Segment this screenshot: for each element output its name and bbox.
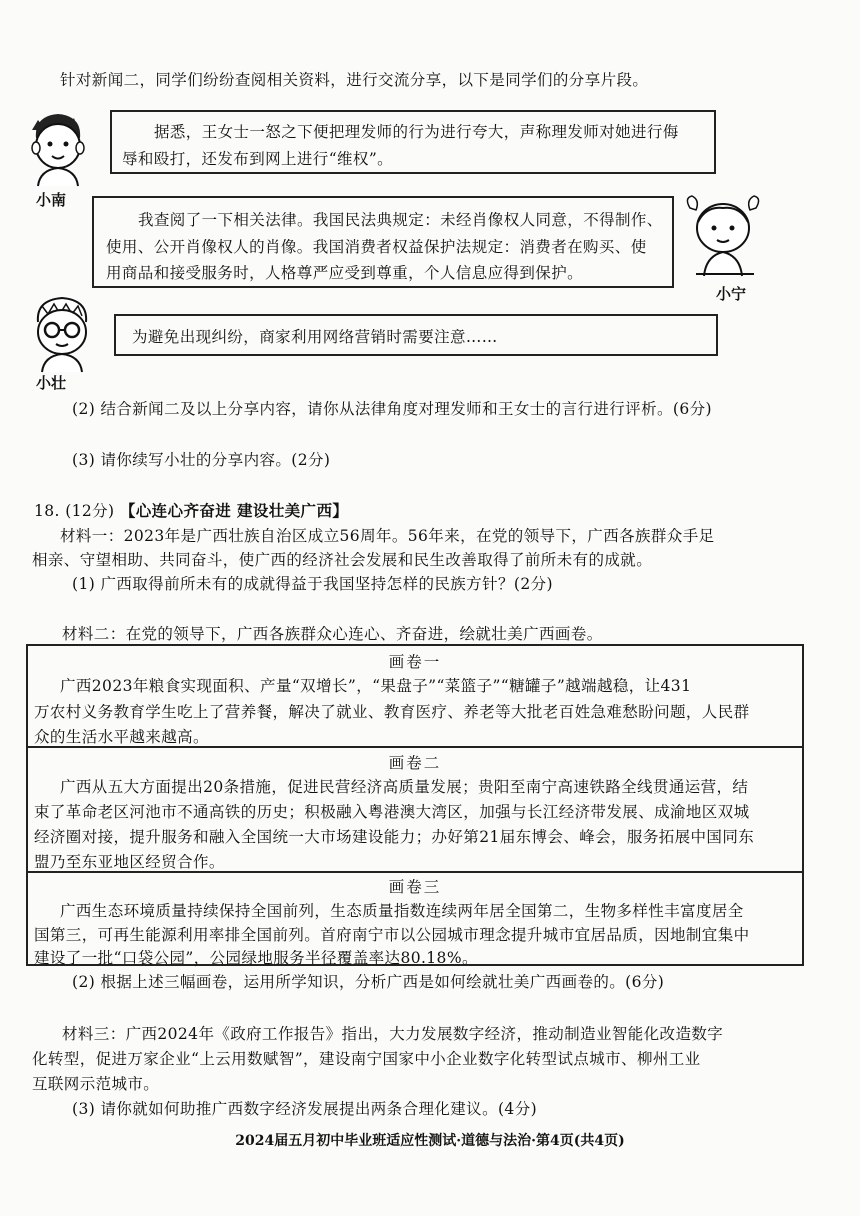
boy-avatar-xiaozhuang xyxy=(22,296,102,374)
scroll-line: 广西2023年粮食实现面积、产量“双增长”，“果盘子”“菜篮子”“糖罐子”越端越稳，让431 xyxy=(60,677,692,695)
speech-line: 辱和殴打，还发布到网上进行“维权”。 xyxy=(122,150,394,168)
speech-box-xiaozhuang xyxy=(114,314,718,356)
name-xiaozhuang: 小壮 xyxy=(36,374,67,392)
q17-3: (3) 请你续写小壮的分享内容。(2分) xyxy=(72,451,331,469)
scroll-line: 广西从五大方面提出20条措施，促进民营经济高质量发展；贵阳至南宁高速铁路全线贯通运营，结 xyxy=(60,778,749,796)
girl-avatar-xiaoning xyxy=(682,194,764,278)
speech-line: 为避免出现纠纷，商家利用网络营销时需要注意…… xyxy=(132,328,498,346)
material3-line: 材料三：广西2024年《政府工作报告》指出，大力发展数字经济，推动制造业智能化改造数字 xyxy=(62,1025,724,1043)
intro-text: 针对新闻二，同学们纷纷查阅相关资料，进行交流分享，以下是同学们的分享片段。 xyxy=(60,71,649,89)
q18-topic: 【心连心齐奋进 建设壮美广西】 xyxy=(119,501,349,520)
q18-3: (3) 请你就如何助推广西数字经济发展提出两条合理化建议。(4分) xyxy=(72,1100,538,1118)
scroll-line: 国第三，可再生能源利用率排全国前列。首府南宁市以公园城市理念提升城市宜居品质，因地制宜集中 xyxy=(34,926,750,944)
material1-line: 相亲、守望相助、共同奋斗，使广西的经济社会发展和民生改善取得了前所未有的成就。 xyxy=(32,551,653,569)
q18-score: (12分) xyxy=(65,502,115,520)
scroll-line: 盟乃至东亚地区经贸合作。 xyxy=(34,853,225,871)
boy-avatar-xiaonan xyxy=(22,108,94,188)
name-xiaoning: 小宁 xyxy=(716,285,747,303)
speech-line: 使用、公开肖像权人的肖像。我国消费者权益保护法规定：消费者在购买、使 xyxy=(106,238,647,256)
material3-line: 化转型，促进万家企业“上云用数赋智”，建设南宁国家中小企业数字化转型试点城市、柳州工业 xyxy=(32,1050,701,1068)
scroll-title: 画卷二 xyxy=(388,754,442,772)
scroll-line: 万农村义务教育学生吃上了营养餐，解决了就业、教育医疗、养老等大批老百姓急难愁盼问题，人民群 xyxy=(34,703,750,721)
material3-line: 互联网示范城市。 xyxy=(32,1075,160,1093)
q18-1: (1) 广西取得前所未有的成就得益于我国坚持怎样的民族方针？(2分) xyxy=(72,575,553,593)
divider xyxy=(28,746,802,748)
q17-2: (2) 结合新闻二及以上分享内容，请你从法律角度对理发师和王女士的言行进行评析。(6分) xyxy=(72,400,712,418)
speech-line: 据悉，王女士一怒之下便把理发师的行为进行夸大，声称理发师对她进行侮 xyxy=(154,123,679,141)
scroll-title: 画卷一 xyxy=(388,653,442,671)
material2-text: 材料二：在党的领导下，广西各族群众心连心、齐奋进，绘就壮美广西画卷。 xyxy=(62,625,603,643)
scroll-line: 广西生态环境质量持续保持全国前列，生态质量指数连续两年居全国第二，生物多样性丰富度居全 xyxy=(60,902,744,920)
material1-line: 材料一：2023年是广西壮族自治区成立56周年。56年来，在党的领导下，广西各族群众手足 xyxy=(60,527,715,545)
speech-line: 我查阅了一下相关法律。我国民法典规定：未经肖像权人同意，不得制作、 xyxy=(138,211,663,229)
divider xyxy=(28,871,802,873)
scrolls-table xyxy=(26,644,804,966)
q18-header xyxy=(34,499,348,521)
name-xiaonan: 小南 xyxy=(36,191,67,209)
scroll-title: 画卷三 xyxy=(388,878,442,896)
speech-box-xiaonan xyxy=(110,110,716,174)
scroll-line: 建设了一批“口袋公园”，公园绿地服务半径覆盖率达80.18%。 xyxy=(34,949,478,967)
q18-2: (2) 根据上述三幅画卷，运用所学知识，分析广西是如何绘就壮美广西画卷的。(6分) xyxy=(72,973,665,991)
speech-line: 用商品和接受服务时，人格尊严应受到尊重，个人信息应得到保护。 xyxy=(106,264,584,282)
page-footer: 2024届五月初中毕业班适应性测试·道德与法治·第4页(共4页) xyxy=(235,1133,625,1149)
q18-number: 18. xyxy=(34,502,60,520)
speech-box-xiaoning xyxy=(92,196,674,288)
scroll-line: 束了革命老区河池市不通高铁的历史；积极融入粤港澳大湾区，加强与长江经济带发展、成渝地区双城 xyxy=(34,803,750,821)
scroll-line: 众的生活水平越来越高。 xyxy=(34,728,209,746)
scroll-line: 经济圈对接，提升服务和融入全国统一大市场建设能力；办好第21届东博会、峰会，服务拓展中国同东 xyxy=(34,828,755,846)
